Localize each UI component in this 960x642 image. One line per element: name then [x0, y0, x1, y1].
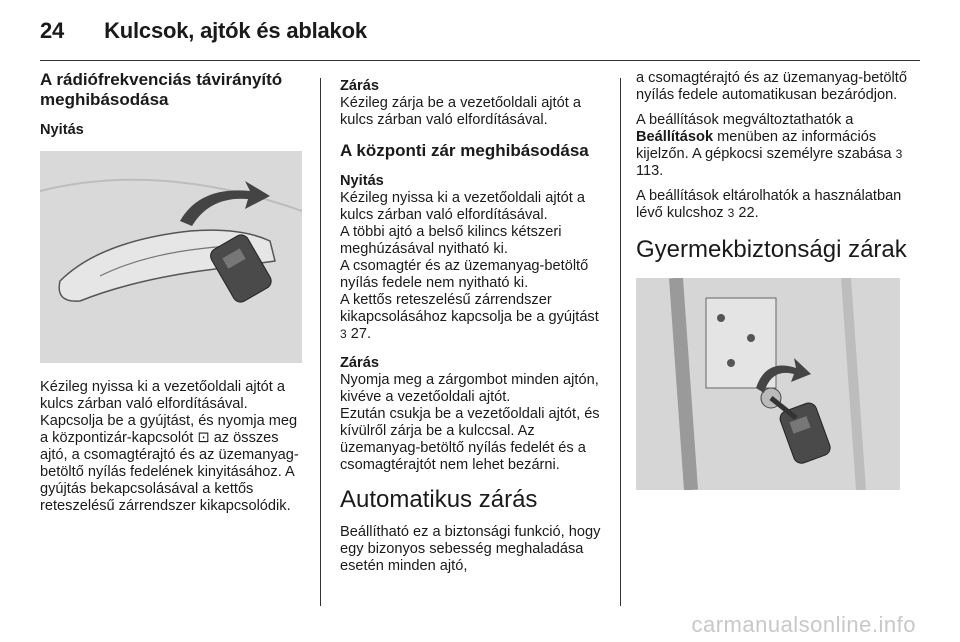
col3-paragraph-3: A beállítások eltárolhatók a használatban lévő kulcshoz 3 22.	[636, 188, 902, 221]
section-heading-central-lock-failure: A központi zár meghibásodása	[340, 141, 589, 160]
subheading-zaras: Zárás	[340, 78, 379, 94]
column-divider-1	[320, 78, 321, 606]
column-2	[340, 70, 606, 575]
subheading-nyitas-2: Nyitás	[340, 173, 384, 189]
zaras-text: Kézileg zárja be a vezetőoldali ajtót a kulcs zárban való elfordításával.	[340, 95, 581, 128]
child-lock-illustration	[636, 278, 900, 490]
page-ref-113[interactable]: 113.	[636, 163, 664, 179]
watermark: carmanualsonline.info	[691, 612, 916, 637]
page-ref-27[interactable]: 27.	[350, 326, 372, 342]
page-ref-arrow-icon-3: 3	[727, 206, 735, 220]
col3-paragraph-1: a csomagtérajtó és az üzemanyag-betöltő nyílás fedele automatikusan bezáródjon.	[636, 70, 907, 103]
page-ref-arrow-icon-2: 3	[895, 147, 903, 161]
page-ref-arrow-icon: 3	[340, 327, 347, 341]
subheading-nyitas: Nyitás	[40, 122, 84, 138]
page-ref-22[interactable]: 22.	[738, 205, 759, 221]
nyitas-p1: Kézileg nyissa ki a vezetőoldali ajtót a kulcs zárban való elfordításával.	[340, 190, 585, 223]
col1-paragraph-2: Kapcsolja be a gyújtást, és nyomja meg a központizár-kapcsolót ⊡ az összes ajtó, a csomagtérajtó és az üzemanyag-betöltő nyílás fedelének kinyitásához. A gyújtás bekapcsolásával a kettős reteszelésű zárrendszer kikapcsolódik.	[40, 413, 299, 514]
settings-menu-name: Beállítások	[636, 129, 714, 145]
page-title: Kulcsok, ajtók és ablakok	[104, 18, 367, 43]
section-heading-auto-lock: Automatikus zárás	[340, 486, 538, 513]
page-number: 24	[40, 18, 65, 43]
column-1	[40, 70, 304, 515]
col3-paragraph-2: A beállítások megváltoztathatók a Beállítások menüben az információs kijelzőn. A gépkocsi személyre szabása 3 113.	[636, 112, 903, 179]
header-rule	[40, 60, 920, 61]
auto-lock-text: Beállítható ez a biztonsági funkció, hogy egy bizonyos sebesség meghaladása esetén minden ajtó,	[340, 524, 601, 574]
child-lock-drawing	[636, 278, 900, 490]
door-handle-key-drawing	[40, 151, 302, 363]
zaras2-p2: Ezután csukja be a vezetőoldali ajtót, és kívülről zárja be a kulccsal. Az üzemanyag-betöltő nyílás fedelét és a csomagtérajtót nem lehet bezárni.	[340, 406, 600, 473]
column-3	[636, 70, 908, 490]
nyitas-p3: A csomagtér és az üzemanyag-betöltő nyílás fedele nem nyitható ki.	[340, 258, 589, 291]
central-lock-icon: ⊡	[197, 430, 210, 446]
zaras2-p1: Nyomja meg a zárgombot minden ajtón, kivéve a vezetőoldali ajtót.	[340, 372, 599, 405]
col1-paragraph-1: Kézileg nyissa ki a vezetőoldali ajtót a kulcs zárban való elfordításával.	[40, 379, 285, 412]
door-handle-key-illustration	[40, 151, 302, 363]
page-header	[40, 18, 367, 48]
section-heading-remote-failure: A rádiófrekvenciás távirányító meghibásodása	[40, 70, 283, 109]
section-heading-child-locks: Gyermekbiztonsági zárak	[636, 236, 907, 263]
nyitas-p2: A többi ajtó a belső kilincs kétszeri meghúzásával nyitható ki.	[340, 224, 562, 257]
subheading-zaras-2: Zárás	[340, 355, 379, 371]
column-divider-2	[620, 78, 621, 606]
nyitas-p4: A kettős reteszelésű zárrendszer kikapcsolásához kapcsolja be a gyújtást 3 27.	[340, 292, 599, 342]
